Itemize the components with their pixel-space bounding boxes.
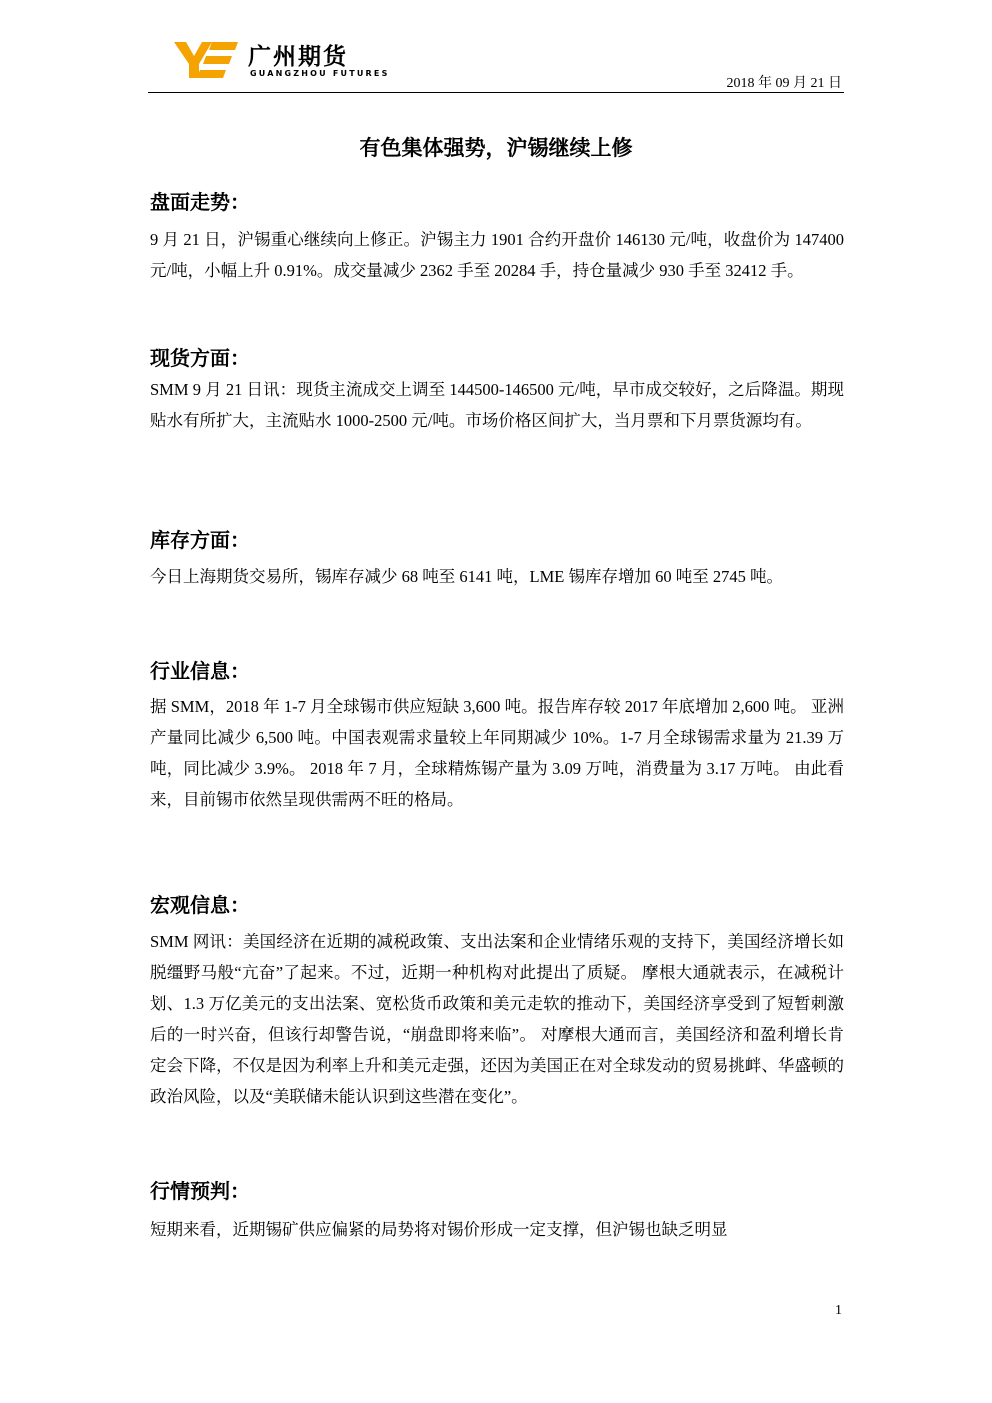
report-date: 2018 年 09 月 21 日 bbox=[726, 76, 842, 91]
section-body-inventory: 今日上海期货交易所，锡库存减少 68 吨至 6141 吨，LME 锡库存增加 60 吨至 2745 吨。 bbox=[150, 567, 783, 586]
yf-logo-mark-icon bbox=[172, 40, 240, 80]
page-number: 1 bbox=[835, 1303, 842, 1318]
section-heading-market-trend: 盘面走势： bbox=[150, 190, 250, 214]
section-body-forecast: 短期来看，近期锡矿供应偏紧的局势将对锡价形成一定支撑，但沪锡也缺乏明显 bbox=[150, 1220, 728, 1239]
section-body-macro: SMM 网讯：美国经济在近期的减税政策、支出法案和企业情绪乐观的支持下，美国经济增长如脱缰野马般“亢奋”了起来。不过，近期一种机构对此提出了质疑。 摩根大通就表示，在减税计划、1.3 万亿美元的支出法案、宽松货币政策和美元走软的推动下，美国经济享受到了短暂刺激后的一时兴奋，但该行却警告说，“崩盘即将来临”。 对摩根大通而言，美国经济和盈利增长肯定会下降，不仅是因为利率上升和美元走强，还因为美国正在对全球发动的贸易挑衅、华盛顿的政治风险，以及“美联储未能认识到这些潜在变化”。 bbox=[150, 932, 844, 1106]
section-body-market-trend: 9 月 21 日，沪锡重心继续向上修正。沪锡主力 1901 合约开盘价 146130 元/吨，收盘价为 147400 元/吨，小幅上升 0.91%。成交量减少 2362 手至 20284 手，持仓量减少 930 手至 32412 手。 bbox=[150, 230, 844, 280]
logo-english-name: GUANGZHOU FUTURES bbox=[250, 69, 390, 78]
company-logo bbox=[172, 38, 390, 86]
logo-chinese-name: 广州期货 bbox=[248, 44, 348, 70]
section-heading-inventory: 库存方面： bbox=[150, 528, 250, 552]
report-title: 有色集体强势，沪锡继续上修 bbox=[359, 136, 633, 160]
section-heading-spot: 现货方面： bbox=[150, 346, 250, 370]
section-body-spot: SMM 9 月 21 日讯：现货主流成交上调至 144500-146500 元/吨，早市成交较好，之后降温。期现贴水有所扩大，主流贴水 1000-2500 元/吨。市场价格区间扩大，当月票和下月票货源均有。 bbox=[150, 380, 844, 430]
section-heading-forecast: 行情预判： bbox=[150, 1179, 250, 1203]
header-divider bbox=[148, 92, 844, 93]
section-heading-macro: 宏观信息： bbox=[150, 893, 250, 917]
section-body-industry: 据 SMM，2018 年 1-7 月全球锡市供应短缺 3,600 吨。报告库存较 2017 年底增加 2,600 吨。 亚洲产量同比减少 6,500 吨。中国表观需求量较上年同期减少 10%。1-7 月全球锡需求量为 21.39 万吨，同比减少 3.9%。 2018 年 7 月，全球精炼锡产量为 3.09 万吨，消费量为 3.17 万吨。 由此看来，目前锡市依然呈现供需两不旺的格局。 bbox=[150, 697, 844, 809]
section-heading-industry: 行业信息： bbox=[150, 659, 250, 683]
